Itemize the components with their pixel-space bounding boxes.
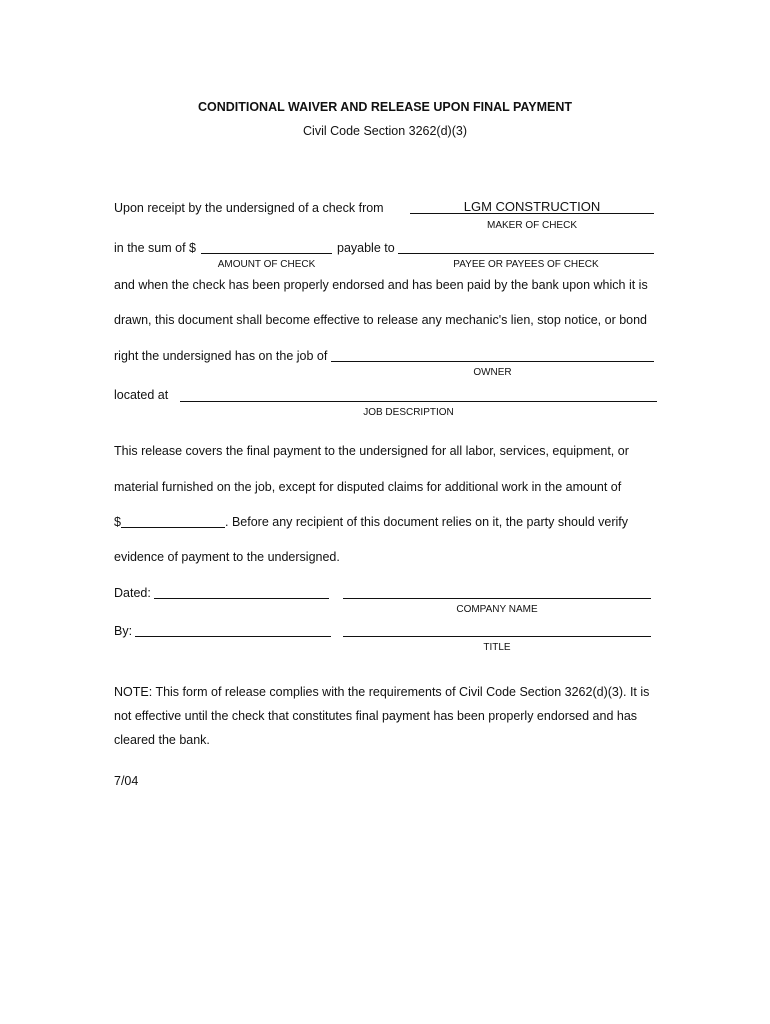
release-line-3: . Before any recipient of this document relies on it, the party should verify xyxy=(225,515,628,529)
paragraph-line-4: drawn, this document shall become effective to release any mechanic's lien, stop notice, or bond xyxy=(114,313,648,327)
by-field-line[interactable] xyxy=(135,636,331,637)
by-label: By: xyxy=(114,624,133,638)
owner-field-line[interactable] xyxy=(331,361,654,362)
title-caption: TITLE xyxy=(483,642,511,653)
release-line-4: evidence of payment to the undersigned. xyxy=(114,550,340,564)
company-field-line[interactable] xyxy=(343,598,651,599)
payee-caption: PAYEE OR PAYEES OF CHECK xyxy=(453,259,599,270)
sum-label: in the sum of $ xyxy=(114,241,196,255)
maker-caption: MAKER OF CHECK xyxy=(486,220,577,231)
note-line-3: cleared the bank. xyxy=(114,733,210,747)
document-title: CONDITIONAL WAIVER AND RELEASE UPON FINAL PAYMENT xyxy=(197,100,573,114)
dated-field-line[interactable] xyxy=(154,598,329,599)
company-caption: COMPANY NAME xyxy=(456,604,538,615)
job-field-line[interactable] xyxy=(180,401,657,402)
disputed-amount-line[interactable] xyxy=(121,527,225,528)
owner-caption: OWNER xyxy=(473,367,512,378)
release-line-2: material furnished on the job, except for disputed claims for additional work in the amount of xyxy=(114,480,622,494)
dollar-sign: $ xyxy=(114,515,121,529)
paragraph-line-3: and when the check has been properly endorsed and has been paid by the bank upon which it is xyxy=(114,278,648,292)
amount-field-line[interactable] xyxy=(201,253,332,254)
maker-field-value[interactable]: LGM CONSTRUCTION xyxy=(463,199,601,214)
located-at-label: located at xyxy=(114,388,169,402)
note-line-2: not effective until the check that constitutes final payment has been properly endorsed and has xyxy=(114,709,638,723)
receipt-text: Upon receipt by the undersigned of a check from xyxy=(114,201,384,215)
payable-to-label: payable to xyxy=(337,241,395,255)
document-subtitle: Civil Code Section 3262(d)(3) xyxy=(303,124,467,138)
title-field-line[interactable] xyxy=(343,636,651,637)
form-date-code: 7/04 xyxy=(114,774,139,788)
amount-caption: AMOUNT OF CHECK xyxy=(217,259,316,270)
dated-label: Dated: xyxy=(114,586,151,600)
job-caption: JOB DESCRIPTION xyxy=(363,407,454,418)
note-line-1: NOTE: This form of release complies with the requirements of Civil Code Section 3262(d)(3). It is xyxy=(114,685,650,699)
release-line-1: This release covers the final payment to the undersigned for all labor, services, equipment, or xyxy=(114,444,629,458)
payee-field-line[interactable] xyxy=(398,253,654,254)
paragraph-line-5: right the undersigned has on the job of xyxy=(114,349,328,363)
